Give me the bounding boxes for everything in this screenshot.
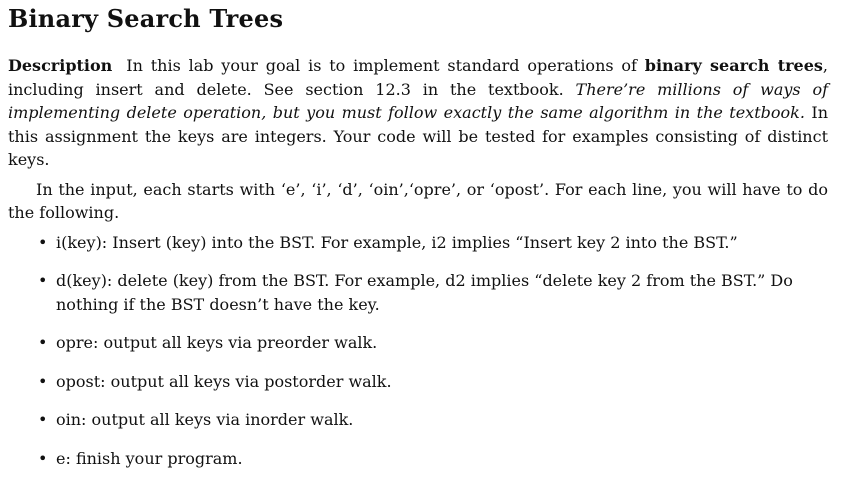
bullet-icon: • bbox=[38, 448, 48, 468]
list-item bbox=[38, 447, 828, 471]
bullet-icon: • bbox=[38, 271, 48, 290]
description-text-2: , including insert and delete. See section 12.3 in the textbook. bbox=[8, 56, 828, 99]
bullet-icon: • bbox=[38, 333, 48, 352]
list-item-text: d(key): delete (key) from the BST. For example, d2 implies “delete key 2 from the BST.” Do nothing if the BST doesn’t have the key. bbox=[56, 271, 793, 314]
list-item bbox=[38, 408, 828, 432]
bullet-icon: • bbox=[38, 371, 48, 391]
description-text-1: In this lab your goal is to implement standard operations of bbox=[126, 56, 645, 75]
list-item bbox=[38, 370, 828, 394]
description-bold-term: binary search trees bbox=[644, 56, 823, 75]
input-paragraph: In the input, each starts with ‘e’, ‘i’, ‘d’, ‘oin’,‘opre’, or ‘opost’. For each line, you will have to do the following. bbox=[8, 179, 828, 222]
list-item-text: opost: output all keys via postorder walk. bbox=[56, 371, 392, 391]
list-item bbox=[38, 269, 828, 316]
list-item-text: oin: output all keys via inorder walk. bbox=[56, 410, 354, 429]
bullet-icon: • bbox=[38, 410, 48, 429]
list-item-text: e: finish your program. bbox=[56, 448, 243, 468]
list-item-text: i(key): Insert (key) into the BST. For example, i2 implies “Insert key 2 into the BST.” bbox=[56, 232, 738, 252]
page-title: Binary Search Trees bbox=[8, 4, 284, 33]
list-item-text: opre: output all keys via preorder walk. bbox=[56, 333, 378, 352]
list-item bbox=[38, 231, 828, 255]
description-italic-note: There’re millions of ways of implementing delete operation, but you must follow exactly the same algorithm in the textbook. bbox=[8, 79, 828, 122]
description-text-3: In this assignment the keys are integers. Your code will be tested for examples consisting of distinct keys. bbox=[8, 103, 828, 169]
description-paragraph bbox=[8, 54, 828, 172]
description-label: Description bbox=[8, 56, 113, 75]
bullet-icon: • bbox=[38, 232, 48, 252]
list-item bbox=[38, 331, 828, 355]
operations-list bbox=[8, 231, 828, 471]
